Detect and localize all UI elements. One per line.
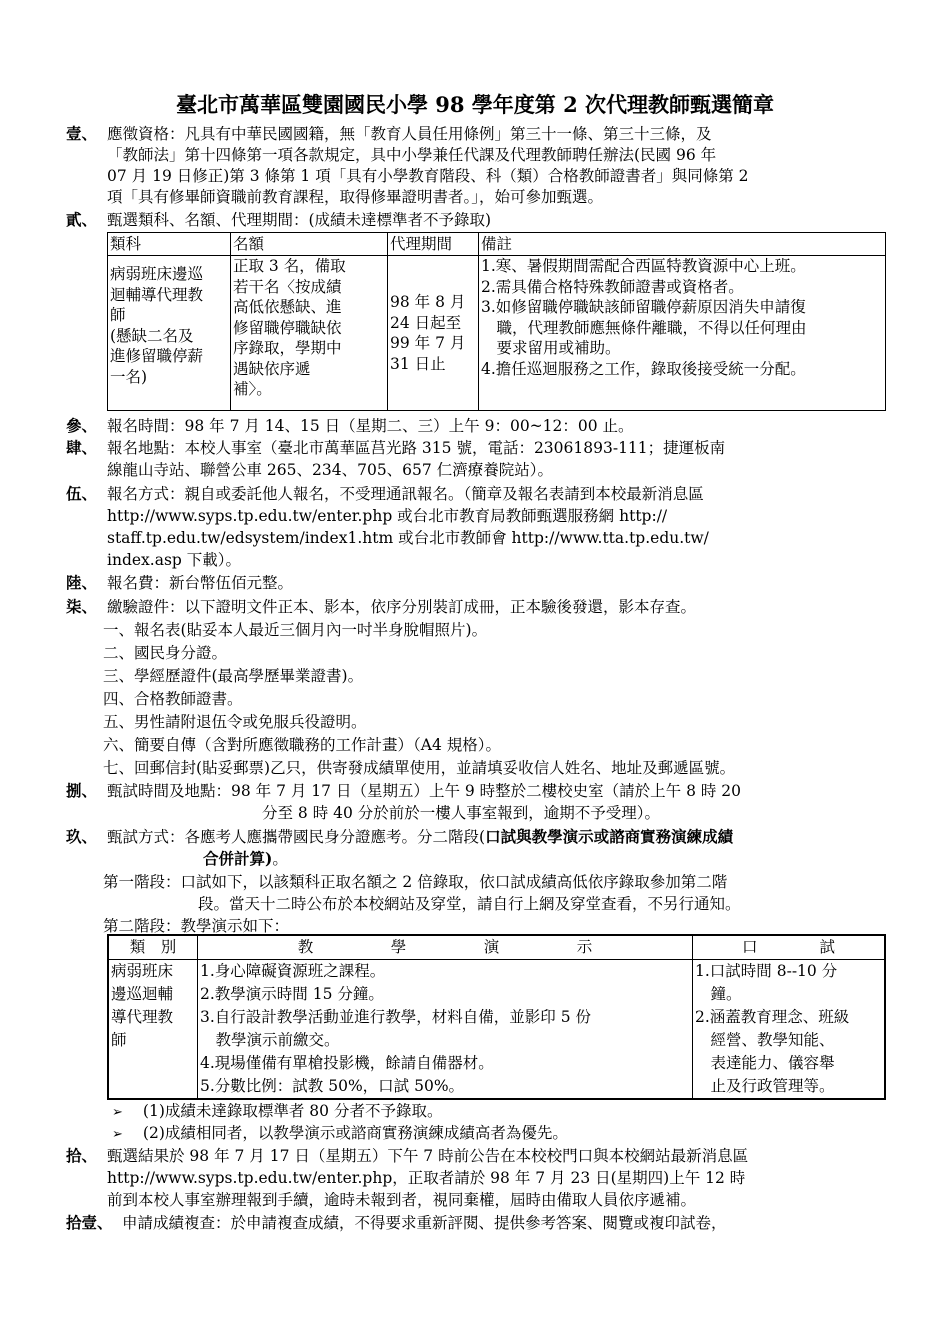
cell-line: 31 日止 bbox=[390, 354, 446, 373]
section-9-text: 甄試方式：各應考人應攜帶國民身分證應考。分二階段( bbox=[107, 828, 486, 846]
arrow-bullet-icon: ➢ bbox=[112, 1127, 123, 1142]
cell-line: 2.涵蓋教育理念、班級 bbox=[695, 1008, 850, 1026]
bullet-text: (2)成績相同者，以教學演示或諮商實務演練成績高者為優先。 bbox=[142, 1124, 568, 1142]
bullet-item bbox=[112, 1101, 442, 1123]
section-7-text: 繳驗證件：以下證明文件正本、影本，依序分別裝訂成冊，正本驗後發還，影本存查。 bbox=[107, 598, 697, 616]
cell-line: 5.分數比例：試教 50%，口試 50%。 bbox=[200, 1077, 465, 1095]
section-6-number: 陸、 bbox=[66, 573, 98, 592]
section-5-line: staff.tp.edu.tw/edsystem/index1.htm 或台北市教師會 http://www.tta.tp.edu.tw/ bbox=[107, 529, 709, 547]
cell-line: 4.現場僅備有單槍投影機，餘請自備器材。 bbox=[200, 1054, 494, 1072]
oral-exam-cell bbox=[693, 960, 886, 1100]
table-header-cell: 代理期間 bbox=[388, 233, 479, 256]
section-1-line: 「教師法」第十四條第一項各款規定，具中小學兼任代課及代理教師聘任辦法(民國 96 年 bbox=[107, 146, 717, 164]
period-cell bbox=[388, 256, 479, 411]
section-9-emphasis: 口試與教學演示或諮商實務演練成績 bbox=[485, 827, 734, 846]
section-4-line: 報名地點：本校人事室（臺北市萬華區莒光路 315 號，電話：23061893-111；捷運板南 bbox=[107, 439, 726, 457]
section-8-line: 甄試時間及地點：98 年 7 月 17 日（星期五）上午 9 時整於二樓校史室（請於上午 8 時 20 bbox=[107, 782, 742, 800]
cell-line: 經營、教學知能、 bbox=[695, 1031, 835, 1049]
section-5-line: http://www.syps.tp.edu.tw/enter.php 或台北市教育局教師甄選服務網 http:// bbox=[107, 507, 668, 525]
cell-line: 3.自行設計教學活動並進行教學，材料自備，並影印 5 份 bbox=[200, 1008, 592, 1026]
section-11-text: 申請成績複查：於申請複查成績，不得要求重新評閱、提供參考答案、閱覽或複印試卷， bbox=[122, 1214, 727, 1232]
document-item: 七、回郵信封(貼妥郵票)乙只，供寄發成績單使用，並請填妥收信人姓名、地址及郵遞區號。 bbox=[103, 759, 736, 777]
cell-line: 遇缺依序遞 bbox=[233, 359, 311, 378]
section-7-number: 柒、 bbox=[66, 597, 98, 616]
document-item: 一、報名表(貼妥本人最近三個月內一吋半身脫帽照片)。 bbox=[103, 621, 488, 639]
section-5-number: 伍、 bbox=[66, 484, 98, 503]
document-item: 二、國民身分證。 bbox=[103, 644, 228, 662]
cell-line: 教學演示前繳交。 bbox=[200, 1031, 340, 1049]
page-title: 臺北市萬華區雙園國民小學 98 學年度第 2 次代理教師甄選簡章 bbox=[175, 92, 775, 117]
bullet-text: (1)成績未達錄取標準者 80 分者不予錄取。 bbox=[142, 1102, 443, 1120]
section-9-emphasis: 合併計算) bbox=[203, 849, 273, 868]
cell-line: 高低依懸缺、進 bbox=[233, 298, 342, 316]
section-4-number: 肆、 bbox=[66, 438, 98, 457]
positions-table bbox=[107, 232, 886, 411]
cell-line: 2.需具備合格特殊教師證書或資格者。 bbox=[481, 277, 744, 296]
demo-table bbox=[107, 934, 886, 1100]
section-1-number: 壹、 bbox=[66, 124, 98, 143]
cell-line: 一名) bbox=[110, 367, 148, 386]
cell-line: 若干名〈按成績 bbox=[233, 277, 342, 296]
table-row bbox=[108, 960, 885, 1100]
stage-1-line: 第一階段：口試如下，以該類科正取名額之 2 倍錄取，依口試成績高低依序錄取參加第二階 bbox=[103, 873, 728, 891]
table-header-cell: 備註 bbox=[479, 233, 886, 256]
cell-line: 導代理教 bbox=[111, 1008, 174, 1026]
cell-line: 表達能力、儀容舉 bbox=[695, 1054, 835, 1072]
demo-content-cell bbox=[198, 960, 693, 1100]
cell-line: 師 bbox=[110, 306, 126, 324]
section-11-number: 拾壹、 bbox=[66, 1213, 113, 1232]
section-10-line: http://www.syps.tp.edu.tw/enter.php，正取者請於 98 年 7 月 23 日(星期四)上午 12 時 bbox=[107, 1169, 746, 1187]
section-5-line: 報名方式：親自或委託他人報名，不受理通訊報名。（簡章及報名表請到本校最新消息區 bbox=[107, 485, 704, 503]
cell-line: 24 日起至 bbox=[390, 313, 462, 332]
cell-line: 迴輔導代理教 bbox=[110, 285, 204, 304]
cell-line: 正取 3 名，備取 bbox=[233, 257, 346, 275]
cell-line: 3.如修留職停職缺該師留職停薪原因消失申請復 bbox=[481, 298, 806, 316]
document-item: 四、合格教師證書。 bbox=[103, 690, 243, 708]
section-1-line: 應徵資格：凡具有中華民國國籍，無「教育人員任用條例」第三十一條、第三十三條，及 bbox=[107, 125, 712, 143]
cell-line: 序錄取，學期中 bbox=[233, 339, 342, 357]
cell-line: 99 年 7 月 bbox=[390, 334, 466, 352]
cell-line: 2.教學演示時間 15 分鐘。 bbox=[200, 985, 384, 1003]
section-4-line: 線龍山寺站、聯營公車 265、234、705、657 仁濟療養院站）。 bbox=[107, 461, 553, 479]
stage-1-line: 段。當天十二時公布於本校網站及穿堂，請自行上網及穿堂查看，不另行通知。 bbox=[198, 895, 741, 913]
cell-line: 補〉。 bbox=[233, 380, 272, 398]
cell-line: 師 bbox=[111, 1031, 127, 1049]
cell-line: 1.口試時間 8--10 分 bbox=[695, 962, 838, 980]
table-header-cell: 類 別 bbox=[108, 935, 198, 960]
bullet-item bbox=[112, 1123, 568, 1145]
section-3-text: 報名時間：98 年 7 月 14、15 日（星期二、三）上午 9：00~12：00 止。 bbox=[107, 417, 634, 435]
document-item: 五、男性請附退伍令或免服兵役證明。 bbox=[103, 713, 367, 731]
arrow-bullet-icon: ➢ bbox=[112, 1105, 123, 1120]
cell-line: 修留職停職缺依 bbox=[233, 318, 342, 337]
section-8-line: 分至 8 時 40 分於前於一樓人事室報到，逾期不予受理）。 bbox=[262, 804, 661, 822]
section-6-text: 報名費：新台幣伍佰元整。 bbox=[107, 574, 294, 592]
section-5-line: index.asp 下載）。 bbox=[107, 551, 241, 569]
cell-line: 4.擔任巡迴服務之工作，錄取後接受統一分配。 bbox=[481, 359, 806, 378]
subject-cell bbox=[108, 256, 231, 411]
section-2-text: 甄選類科、名額、代理期間：(成績未達標準者不予錄取) bbox=[107, 211, 492, 229]
document-item: 三、學經歷證件(最高學歷畢業證書)。 bbox=[103, 667, 364, 685]
section-2-number: 貳、 bbox=[66, 210, 98, 229]
cell-line: 病弱班床 bbox=[111, 962, 174, 980]
demo-subject-cell bbox=[108, 960, 198, 1100]
section-9-line bbox=[107, 827, 733, 847]
cell-line: 要求留用或補助。 bbox=[481, 339, 621, 357]
section-1-line: 項「具有修畢師資職前教育課程，取得修畢證明書者。」，始可參加甄選。 bbox=[107, 188, 604, 206]
cell-line: (懸缺二名及 bbox=[110, 326, 194, 345]
cell-line: 止及行政管理等。 bbox=[695, 1077, 835, 1095]
section-10-line: 甄選結果於 98 年 7 月 17 日（星期五）下午 7 時前公告在本校校門口與本校網站最新消息區 bbox=[107, 1147, 749, 1165]
quota-cell bbox=[231, 256, 388, 411]
cell-line: 1.寒、暑假期間需配合西區特教資源中心上班。 bbox=[481, 257, 806, 275]
notes-cell bbox=[479, 256, 886, 411]
cell-line: 鐘。 bbox=[695, 985, 742, 1003]
section-1-line: 07 月 19 日修正)第 3 條第 1 項「具有小學教育階段、科（類）合格教師證書者」與同條第 2 bbox=[107, 167, 749, 185]
table-header-cell: 名額 bbox=[231, 233, 388, 256]
stage-2-line: 第二階段：教學演示如下： bbox=[103, 917, 290, 935]
section-9-line bbox=[203, 849, 288, 869]
section-9-number: 玖、 bbox=[66, 827, 98, 846]
document-item: 六、簡要自傳（含對所應徵職務的工作計畫）（A4 規格）。 bbox=[103, 736, 501, 754]
cell-line: 進修留職停薪 bbox=[110, 347, 204, 365]
table-header-row bbox=[108, 233, 886, 256]
section-10-line: 前到本校人事室辦理報到手續，逾時未報到者，視同棄權，屆時由備取人員依序遞補。 bbox=[107, 1191, 697, 1209]
cell-line: 病弱班床邊巡 bbox=[110, 265, 204, 283]
table-row bbox=[108, 256, 886, 411]
section-10-number: 拾、 bbox=[66, 1146, 98, 1165]
cell-line: 1.身心障礙資源班之課程。 bbox=[200, 962, 386, 980]
cell-line: 職，代理教師應無條件離職，不得以任何理由 bbox=[481, 318, 807, 337]
section-8-number: 捌、 bbox=[66, 781, 98, 800]
cell-line: 98 年 8 月 bbox=[390, 293, 466, 311]
table-header-cell: 類科 bbox=[108, 233, 231, 256]
section-3-number: 參、 bbox=[66, 416, 98, 435]
section-9-text: 。 bbox=[272, 850, 288, 868]
table-header-cell: 口 試 bbox=[693, 935, 886, 960]
table-header-row bbox=[108, 935, 885, 960]
table-header-cell: 教 學 演 示 bbox=[198, 935, 693, 960]
cell-line: 邊巡迴輔 bbox=[111, 985, 174, 1003]
